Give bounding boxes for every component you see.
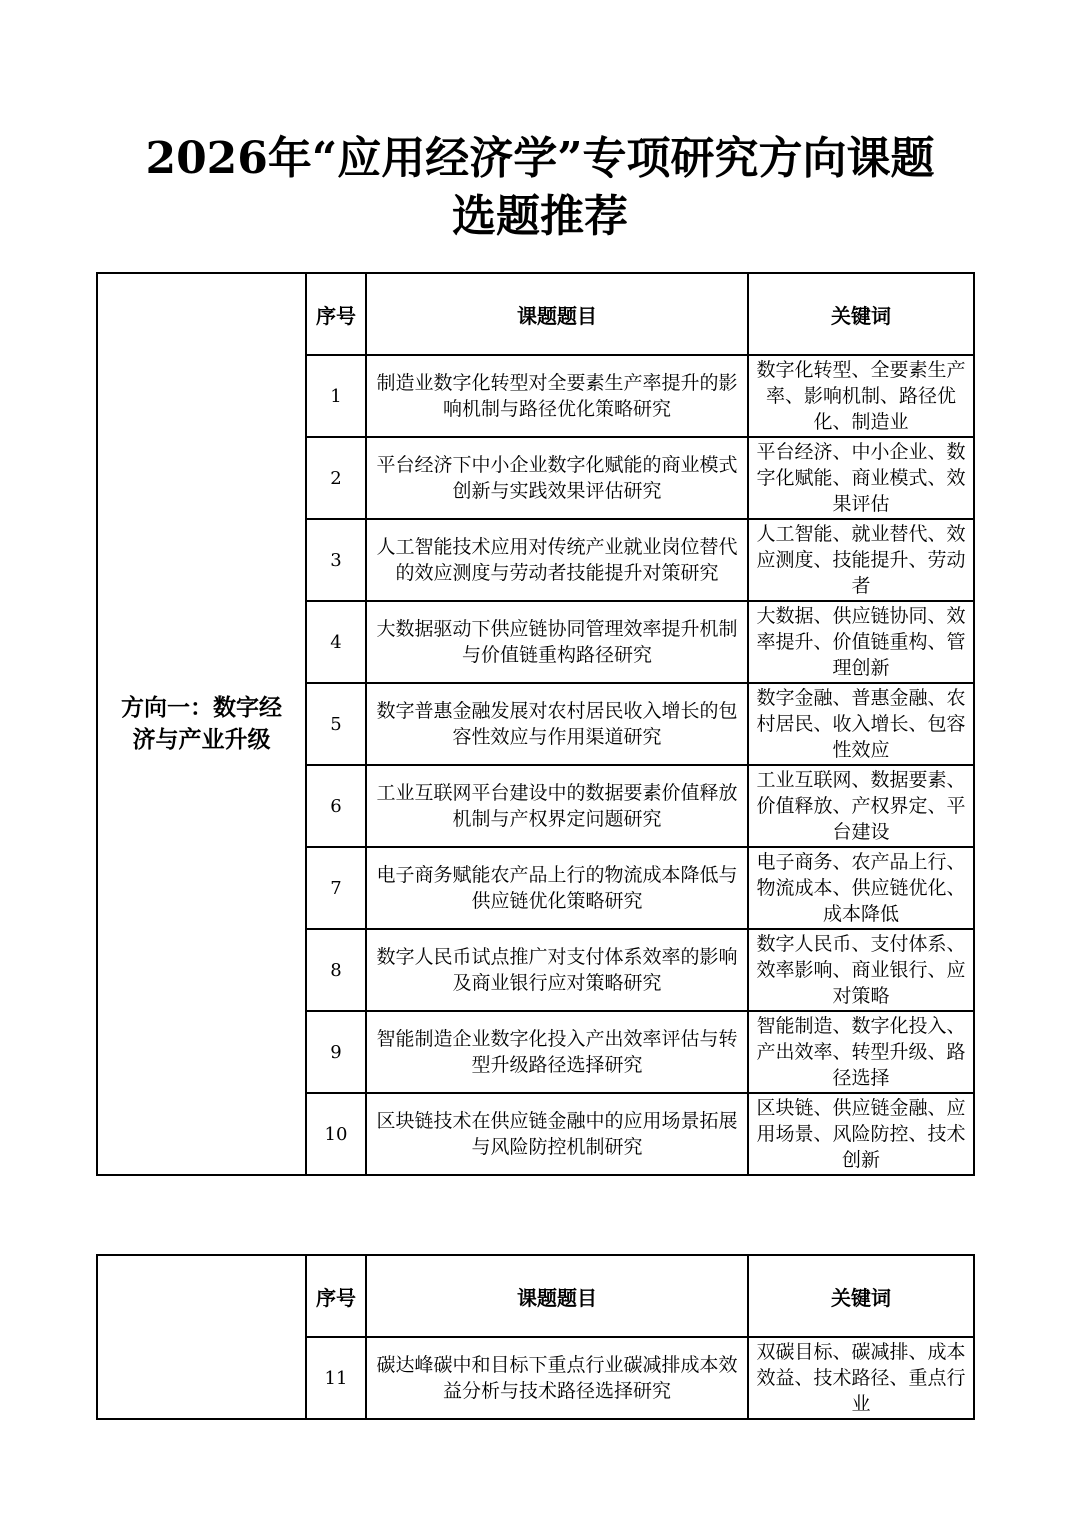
row-keywords: 人工智能、就业替代、效应测度、技能提升、劳动者 [748,519,974,601]
table-header-row [97,1255,974,1337]
row-number: 9 [306,1011,366,1093]
row-keywords: 数字化转型、全要素生产率、影响机制、路径优化、制造业 [748,355,974,437]
row-keywords: 大数据、供应链协同、效率提升、价值链重构、管理创新 [748,601,974,683]
direction-cell [97,273,306,1175]
row-topic: 工业互联网平台建设中的数据要素价值释放机制与产权界定问题研究 [366,765,748,847]
page-title-line-1: 2026年“应用经济学”专项研究方向课题 [145,133,935,184]
row-topic: 人工智能技术应用对传统产业就业岗位替代的效应测度与劳动者技能提升对策研究 [366,519,748,601]
page-cut-mask [96,1420,986,1540]
row-topic: 大数据驱动下供应链协同管理效率提升机制与价值链重构路径研究 [366,601,748,683]
row-number: 6 [306,765,366,847]
row-number: 1 [306,355,366,437]
topics-table-direction-2 [96,1254,975,1420]
row-number: 3 [306,519,366,601]
page-title-line-2: 选题推荐 [452,191,628,242]
row-keywords: 工业互联网、数据要素、价值释放、产权界定、平台建设 [748,765,974,847]
row-number: 5 [306,683,366,765]
row-keywords: 智能制造、数字化投入、产出效率、转型升级、路径选择 [748,1011,974,1093]
row-number: 8 [306,929,366,1011]
header-no: 序号 [306,1255,366,1337]
header-topic: 课题题目 [366,1255,748,1337]
row-keywords: 双碳目标、碳减排、成本效益、技术路径、重点行业 [748,1337,974,1419]
row-number: 4 [306,601,366,683]
topics-table-direction-1 [96,272,975,1176]
header-no: 序号 [306,273,366,355]
table-header-row [97,273,974,355]
row-keywords: 数字人民币、支付体系、效率影响、商业银行、应对策略 [748,929,974,1011]
row-keywords: 电子商务、农产品上行、物流成本、供应链优化、成本降低 [748,847,974,929]
row-number: 7 [306,847,366,929]
row-topic: 平台经济下中小企业数字化赋能的商业模式创新与实践效果评估研究 [366,437,748,519]
row-topic: 数字人民币试点推广对支付体系效率的影响及商业银行应对策略研究 [366,929,748,1011]
row-topic: 数字普惠金融发展对农村居民收入增长的包容性效应与作用渠道研究 [366,683,748,765]
row-keywords: 数字金融、普惠金融、农村居民、收入增长、包容性效应 [748,683,974,765]
row-number: 11 [306,1337,366,1419]
row-topic: 碳达峰碳中和目标下重点行业碳减排成本效益分析与技术路径选择研究 [366,1337,748,1419]
row-keywords: 平台经济、中小企业、数字化赋能、商业模式、效果评估 [748,437,974,519]
header-keywords: 关键词 [748,273,974,355]
row-keywords: 区块链、供应链金融、应用场景、风险防控、技术创新 [748,1093,974,1175]
header-topic: 课题题目 [366,273,748,355]
row-topic: 区块链技术在供应链金融中的应用场景拓展与风险防控机制研究 [366,1093,748,1175]
direction-cell [97,1255,306,1419]
direction-label: 方向一：数字经济与产业升级 [121,695,282,753]
row-topic: 制造业数字化转型对全要素生产率提升的影响机制与路径优化策略研究 [366,355,748,437]
row-number: 10 [306,1093,366,1175]
row-topic: 智能制造企业数字化投入产出效率评估与转型升级路径选择研究 [366,1011,748,1093]
row-topic: 电子商务赋能农产品上行的物流成本降低与供应链优化策略研究 [366,847,748,929]
page-title [0,130,1080,246]
row-number: 2 [306,437,366,519]
header-keywords: 关键词 [748,1255,974,1337]
